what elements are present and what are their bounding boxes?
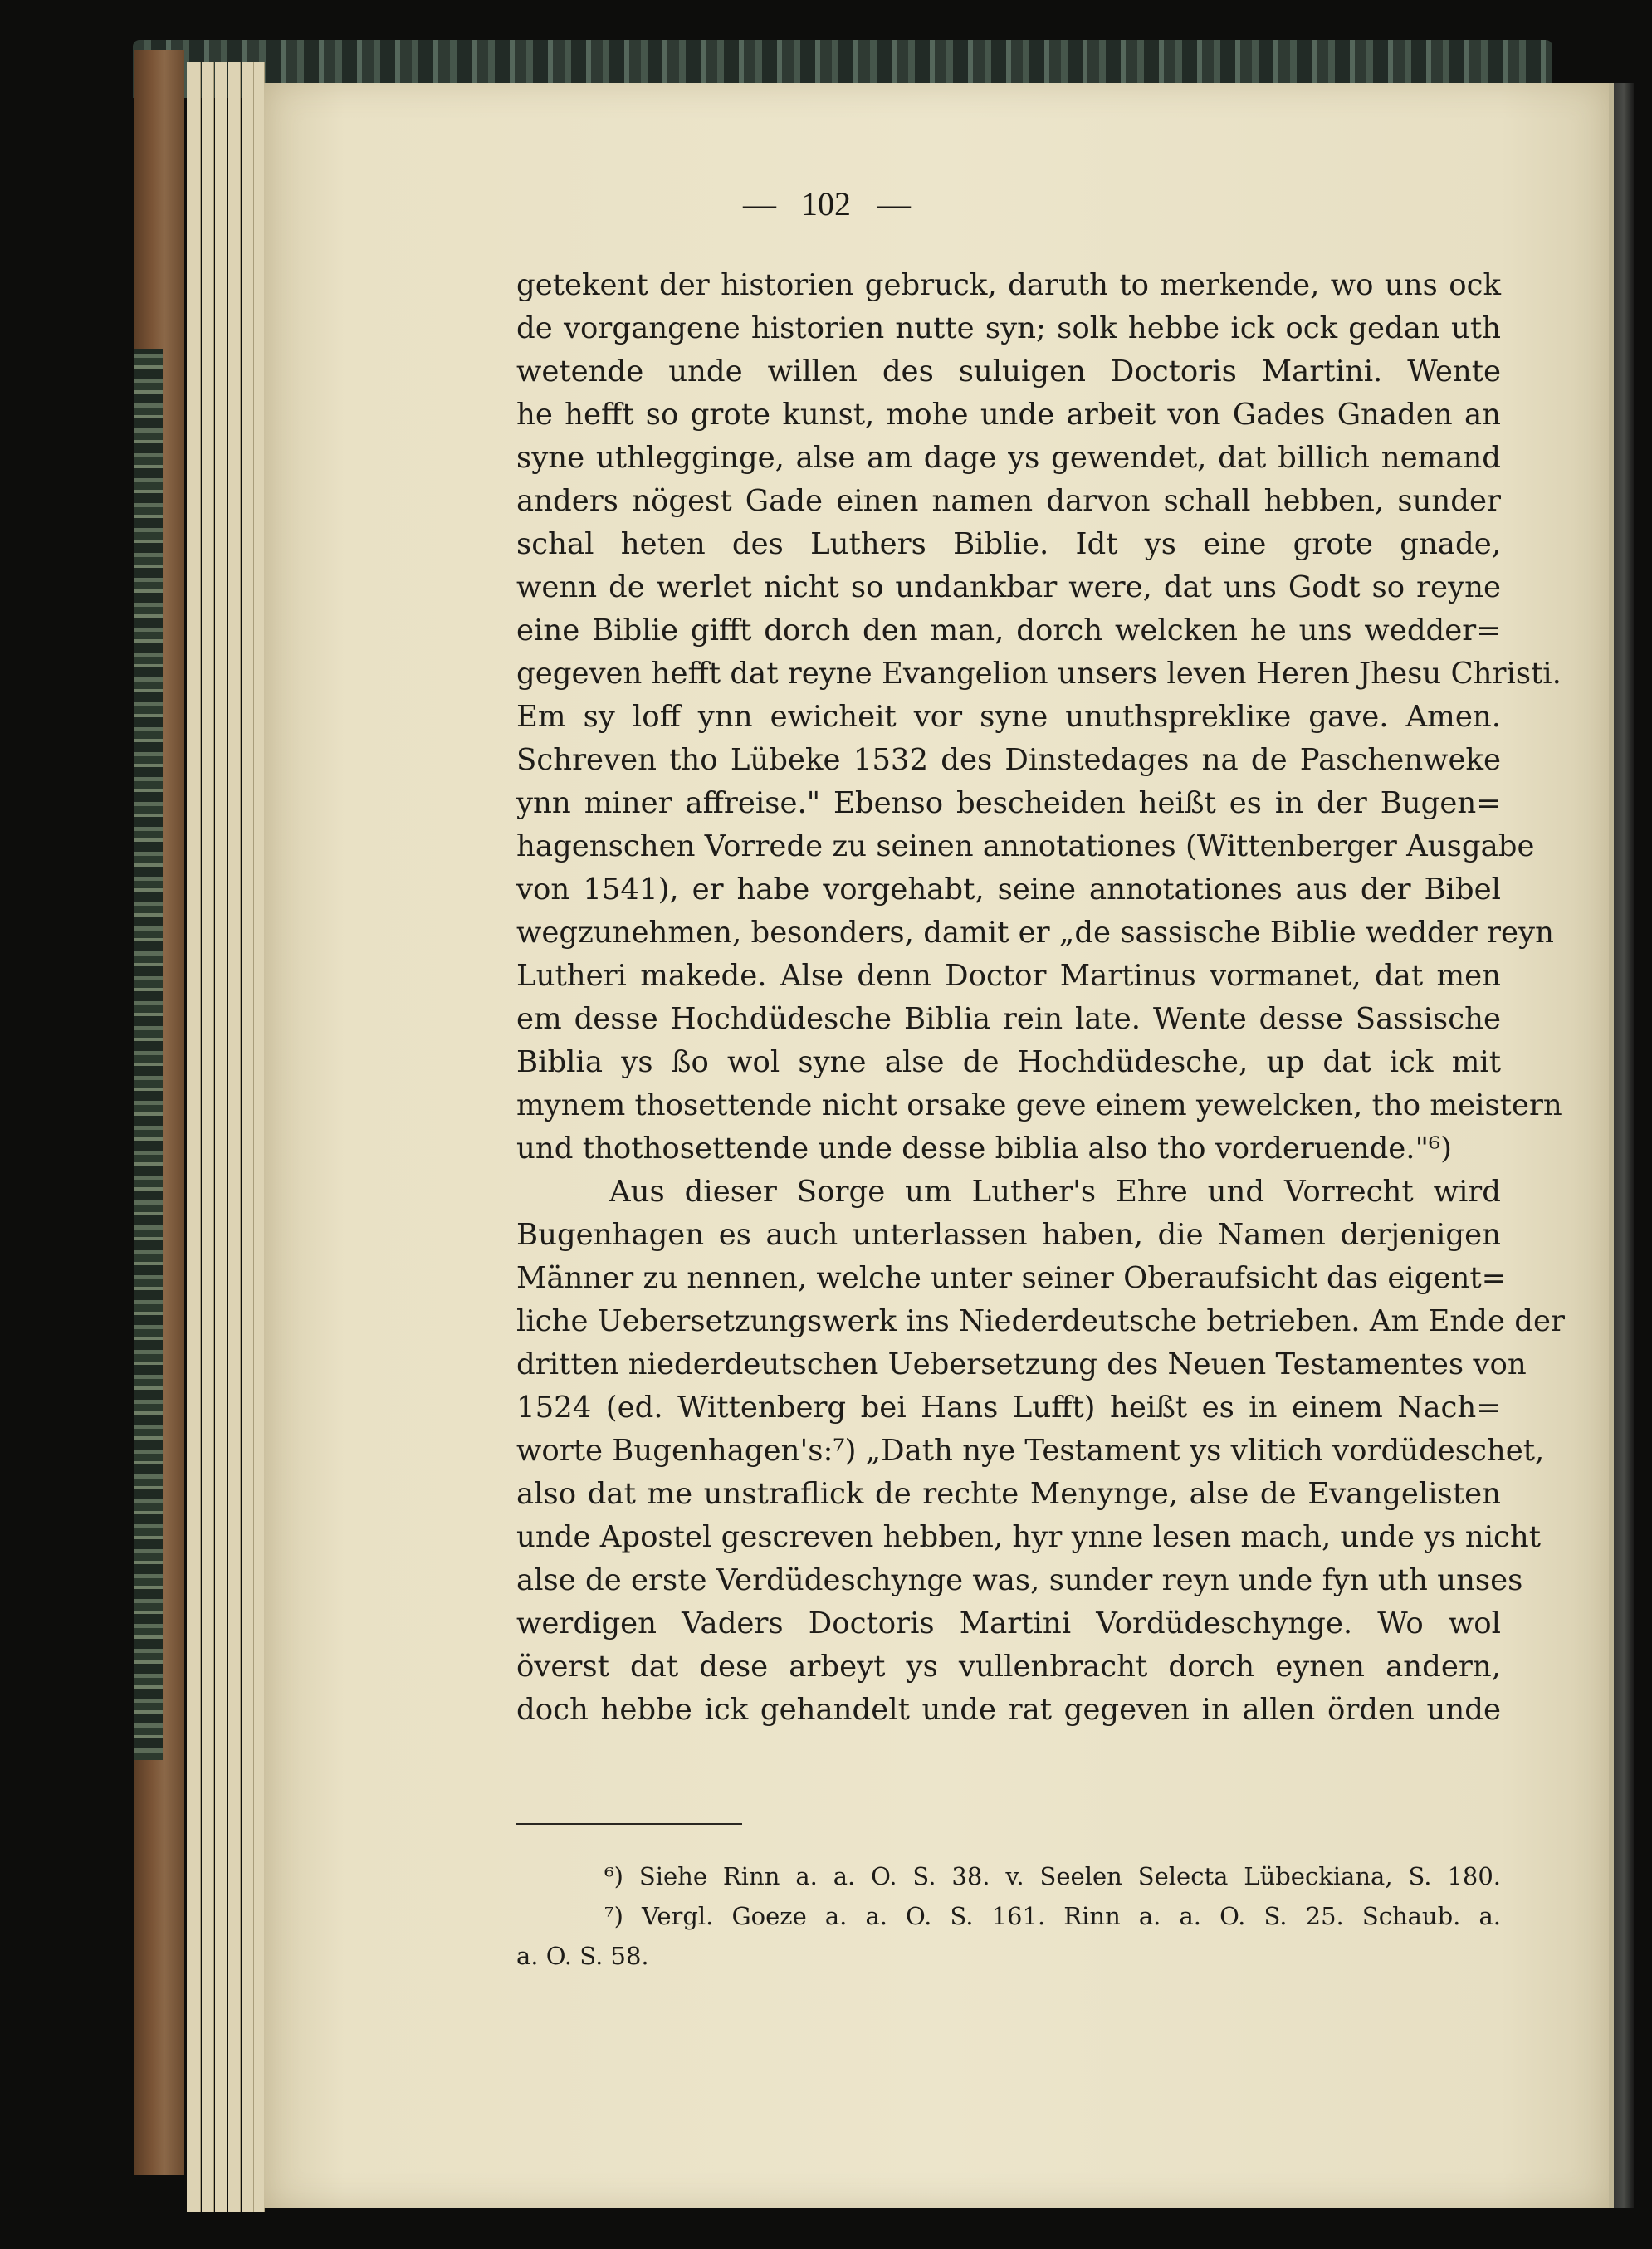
text-line: also dat me unstraflick de rechte Menynge, alse de Evangelisten	[516, 1477, 1501, 1511]
text-line: mynem thosettende nicht orsake geve einem yewelcken, tho meistern	[516, 1088, 1562, 1122]
text-line: hagenschen Vorrede zu seinen annotationes (Wittenberger Ausgabe	[516, 829, 1535, 863]
text-line: 1524 (ed. Wittenberg bei Hans Lufft) heißt es in einem Nach=	[516, 1391, 1501, 1425]
page-fore-edge	[1609, 83, 1614, 2208]
text-line: liche Uebersetzungswerk ins Niederdeutsche betrieben. Am Ende der	[516, 1304, 1565, 1338]
text-line: syne uthlegginge, alse am dage ys gewendet, dat billich nemand	[516, 441, 1501, 475]
footnote-6: ⁶) Siehe Rinn a. a. O. S. 38. v. Seelen Selecta Lübeckiana, S. 180.	[604, 1862, 1501, 1890]
text-line: wetende unde willen des suluigen Doctoris Martini. Wente	[516, 354, 1501, 389]
text-line: he hefft so grote kunst, mohe unde arbeit von Gades Gnaden an	[516, 398, 1501, 432]
cover-marbled-paper	[134, 349, 163, 1760]
text-line: de vorgangene historien nutte syn; solk hebbe ick ock gedan uth	[516, 311, 1501, 345]
text-line: Em sy loff ynn ewicheit vor syne unuthsprekliке gave. Amen.	[516, 700, 1501, 734]
page-number: 102	[801, 185, 851, 222]
text-line: eine Biblie gifft dorch den man, dorch welcken he uns wedder=	[516, 614, 1501, 648]
text-line: Schreven tho Lübeke 1532 des Dinstedages na de Paschenweke	[516, 743, 1501, 777]
text-line: alse de erste Verdüdeschynge was, sunder reyn unde fyn uth unses	[516, 1563, 1523, 1597]
header-dash-right: —	[877, 185, 909, 222]
page-block-edge	[242, 62, 254, 2212]
text-line: gegeven hefft dat reyne Evangelion unsers leven Heren Jhesu Christi.	[516, 657, 1562, 691]
text-line: Lutheri makede. Alse denn Doctor Martinus vormanet, dat men	[516, 959, 1501, 993]
text-line: överst dat dese arbeyt ys vullenbracht dorch eynen andern,	[516, 1650, 1501, 1684]
text-line: und thothosettende unde desse biblia also tho vorderuende."⁶)	[516, 1132, 1453, 1166]
page-block-edge	[187, 62, 201, 2212]
header-dash-left: —	[743, 185, 775, 222]
text-line: wenn de werlet nicht so undankbar were, dat uns Godt so reyne	[516, 570, 1501, 604]
text-line: Männer zu nennen, welche unter seiner Oberaufsicht das eigent=	[516, 1261, 1507, 1295]
text-line: Biblia ys ßo wol syne alse de Hochdüdesche, up dat ick mit	[516, 1045, 1501, 1079]
footnote-7-continued: a. O. S. 58.	[516, 1942, 649, 1970]
page-block-edge	[215, 62, 227, 2212]
text-line: werdigen Vaders Doctoris Martini Vordüdeschynge. Wo wol	[516, 1606, 1501, 1640]
text-line: getekent der historien gebruck, daruth to merkende, wo uns ock	[516, 268, 1501, 302]
text-line: doch hebbe ick gehandelt unde rat gegeven in allen örden unde	[516, 1693, 1501, 1727]
footnote-7: ⁷) Vergl. Goeze a. a. O. S. 161. Rinn a. a. O. S. 25. Schaub. a.	[604, 1902, 1501, 1930]
text-line: ynn miner affreise." Ebenso bescheiden heißt es in der Bugen=	[516, 786, 1501, 820]
text-line: anders nögest Gade einen namen darvon schall hebben, sunder	[516, 484, 1501, 518]
text-line: Aus dieser Sorge um Luther's Ehre und Vorrecht wird	[609, 1175, 1501, 1209]
page-block-edge	[202, 62, 214, 2212]
page-header	[0, 184, 1652, 223]
text-line: wegzunehmen, besonders, damit er „de sassische Biblie wedder reyn	[516, 916, 1554, 950]
page-block-edge	[228, 62, 241, 2212]
text-line: em desse Hochdüdesche Biblia rein late. Wente desse Sassische	[516, 1002, 1501, 1036]
text-line: worte Bugenhagen's:⁷) „Dath nye Testament ys vlitich vordüdeschet,	[516, 1434, 1545, 1468]
text-line: unde Apostel gescreven hebben, hyr ynne lesen mach, unde ys nicht	[516, 1520, 1542, 1554]
text-line: dritten niederdeutschen Uebersetzung des Neuen Testamentes von	[516, 1347, 1527, 1381]
text-line: Bugenhagen es auch unterlassen haben, die Namen derjenigen	[516, 1218, 1501, 1252]
text-line: von 1541), er habe vorgehabt, seine annotationes aus der Bibel	[516, 873, 1501, 907]
text-line: schal heten des Luthers Biblie. Idt ys eine grote gnade,	[516, 527, 1501, 561]
footnote-rule	[516, 1823, 742, 1825]
